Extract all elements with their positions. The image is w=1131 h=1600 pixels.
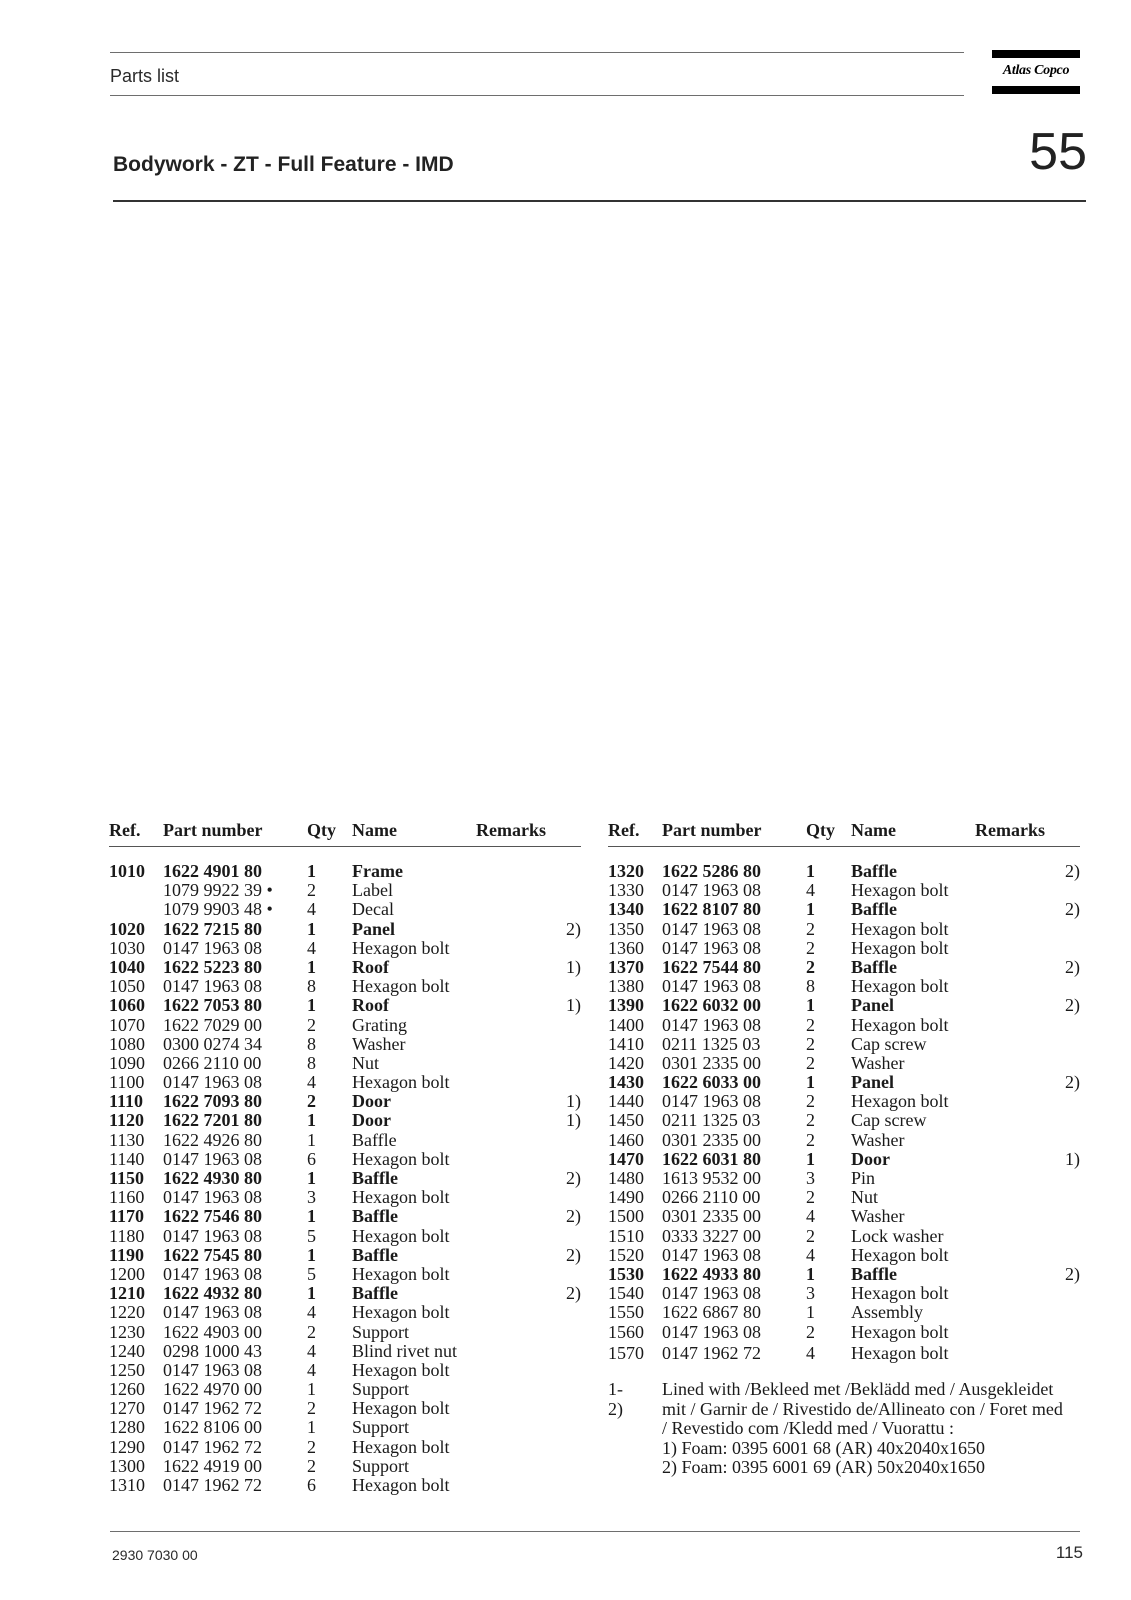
part-number: 0147 1963 08 (163, 1225, 262, 1246)
footnote-line: 1) Foam: 0395 6001 68 (AR) 40x2040x1650 (662, 1437, 985, 1458)
part-number: 0266 2110 00 (662, 1187, 761, 1208)
part-number: 0333 3227 00 (662, 1225, 761, 1246)
part-number: 0147 1963 08 (662, 1283, 761, 1304)
part-number: 1079 9922 39 • (163, 880, 273, 901)
part-name: Panel (851, 995, 894, 1016)
part-qty: 2 (806, 1225, 815, 1246)
part-ref: 1100 (109, 1072, 145, 1093)
part-name: Support (352, 1417, 410, 1438)
part-number: 0147 1963 08 (662, 918, 761, 939)
part-name: Hexagon bolt (851, 1321, 949, 1342)
part-remark: 2) (566, 918, 581, 939)
part-name: Baffle (851, 899, 897, 920)
part-qty: 5 (307, 1225, 316, 1246)
part-name: Hexagon bolt (352, 1148, 450, 1169)
part-name: Hexagon bolt (851, 880, 949, 901)
part-qty: 1 (307, 956, 316, 977)
part-name: Panel (851, 1072, 894, 1093)
part-qty: 1 (307, 861, 316, 881)
footnote-line: / Revestido com /Kledd med / Vuorattu : (662, 1418, 955, 1438)
part-ref: 1280 (109, 1417, 145, 1438)
part-number: 1622 4903 00 (163, 1321, 262, 1342)
part-remark: 2) (1065, 956, 1080, 977)
part-qty: 2 (307, 1321, 316, 1342)
part-name: Assembly (851, 1302, 923, 1323)
part-number: 0147 1963 08 (163, 1187, 262, 1208)
part-ref: 1240 (109, 1340, 145, 1361)
part-qty: 2 (806, 937, 815, 958)
part-ref: 1090 (109, 1052, 145, 1073)
part-qty: 4 (307, 1359, 316, 1380)
part-qty: 1 (307, 1129, 316, 1150)
part-name: Support (352, 1455, 410, 1476)
part-ref: 1060 (109, 995, 145, 1016)
part-qty: 3 (806, 1283, 815, 1304)
part-number: 0147 1963 08 (662, 976, 761, 997)
part-qty: 4 (307, 1302, 316, 1323)
part-number: 1622 4933 80 (662, 1263, 761, 1284)
part-qty: 4 (307, 1340, 316, 1361)
header-rule (109, 846, 581, 847)
part-qty: 1 (806, 1302, 815, 1323)
part-number: 0301 2335 00 (662, 1129, 761, 1150)
part-ref: 1500 (608, 1206, 644, 1227)
part-name: Hexagon bolt (851, 1014, 949, 1035)
part-number: 1622 4901 80 (163, 861, 262, 881)
part-qty: 1 (307, 1168, 316, 1188)
part-ref: 1570 (608, 1342, 644, 1363)
part-qty: 2 (307, 1014, 316, 1035)
part-number: 0147 1963 08 (662, 880, 761, 901)
part-ref: 1550 (608, 1302, 644, 1323)
part-number: 0298 1000 43 (163, 1340, 262, 1361)
part-name: Baffle (352, 1283, 398, 1304)
part-qty: 1 (307, 1283, 316, 1304)
part-number: 1622 7029 00 (163, 1014, 262, 1035)
part-ref: 1390 (608, 995, 644, 1016)
part-qty: 4 (806, 880, 815, 901)
part-number: 0147 1962 72 (163, 1398, 262, 1419)
part-number: 0147 1963 08 (163, 1148, 262, 1169)
part-number: 0300 0274 34 (163, 1033, 262, 1054)
part-ref: 1340 (608, 899, 644, 920)
part-qty: 4 (806, 1342, 815, 1363)
part-remark: 2) (1065, 1072, 1080, 1093)
part-number: 1622 7201 80 (163, 1110, 262, 1131)
col-header-part-number: Part number (163, 820, 263, 840)
part-qty: 4 (307, 1072, 316, 1093)
part-name: Hexagon bolt (352, 1225, 450, 1246)
part-qty: 8 (307, 976, 316, 997)
part-ref: 1130 (109, 1129, 145, 1150)
part-qty: 2 (806, 956, 815, 977)
part-name: Decal (352, 899, 394, 920)
part-name: Hexagon bolt (352, 1359, 450, 1380)
part-name: Hexagon bolt (851, 1091, 949, 1112)
part-name: Cap screw (851, 1033, 927, 1054)
part-number: 0147 1963 08 (163, 937, 262, 958)
part-remark: 2) (566, 1168, 581, 1188)
col-header-ref: Ref. (109, 820, 141, 840)
part-qty: 5 (307, 1263, 316, 1284)
part-name: Baffle (352, 1244, 398, 1265)
part-number: 0211 1325 03 (662, 1033, 761, 1054)
part-name: Hexagon bolt (851, 1342, 949, 1363)
part-qty: 8 (806, 976, 815, 997)
part-remark: 2) (1065, 861, 1080, 881)
part-name: Door (352, 1110, 391, 1131)
part-number: 1622 7544 80 (662, 956, 761, 977)
part-ref: 1020 (109, 918, 145, 939)
part-qty: 2 (806, 1014, 815, 1035)
part-ref: 1400 (608, 1014, 644, 1035)
part-ref: 1210 (109, 1283, 145, 1304)
footnote-ref: 1-2) (608, 1379, 623, 1419)
part-qty: 1 (806, 1072, 815, 1093)
part-ref: 1300 (109, 1455, 145, 1476)
part-ref: 1180 (109, 1225, 145, 1246)
part-number: 0147 1963 08 (662, 937, 761, 958)
part-qty: 1 (307, 1417, 316, 1438)
part-name: Hexagon bolt (851, 918, 949, 939)
part-qty: 1 (806, 861, 815, 881)
part-name: Roof (352, 995, 389, 1016)
part-name: Frame (352, 861, 403, 881)
part-ref: 1530 (608, 1263, 644, 1284)
part-ref: 1080 (109, 1033, 145, 1054)
part-ref: 1520 (608, 1244, 644, 1265)
header-top-rule (110, 52, 964, 53)
part-name: Nut (352, 1052, 379, 1073)
part-name: Nut (851, 1187, 878, 1208)
part-name: Hexagon bolt (352, 1263, 450, 1284)
part-name: Washer (352, 1033, 406, 1054)
part-ref: 1410 (608, 1033, 644, 1054)
part-ref: 1540 (608, 1283, 644, 1304)
part-name: Cap screw (851, 1110, 927, 1131)
part-qty: 1 (307, 995, 316, 1016)
part-name: Baffle (352, 1206, 398, 1227)
part-number: 1622 4930 80 (163, 1168, 262, 1188)
part-number: 0147 1963 08 (163, 976, 262, 997)
part-number: 0301 2335 00 (662, 1206, 761, 1227)
part-remark: 1) (566, 995, 581, 1016)
part-number: 0147 1963 08 (662, 1014, 761, 1035)
atlas-copco-logo (992, 50, 1080, 94)
part-qty: 8 (307, 1052, 316, 1073)
part-qty: 3 (307, 1187, 316, 1208)
part-ref: 1420 (608, 1052, 644, 1073)
part-name: Door (851, 1148, 890, 1169)
part-qty: 2 (307, 1455, 316, 1476)
part-qty: 1 (307, 1244, 316, 1265)
part-ref: 1380 (608, 976, 644, 997)
part-number: 0147 1962 72 (163, 1436, 262, 1457)
footnote-line: 2) Foam: 0395 6001 69 (AR) 50x2040x1650 (662, 1457, 985, 1477)
part-ref: 1480 (608, 1168, 644, 1188)
col-header-name: Name (352, 820, 397, 840)
part-name: Roof (352, 956, 389, 977)
part-number: 1613 9532 00 (662, 1168, 761, 1188)
part-ref: 1270 (109, 1398, 145, 1419)
part-name: Washer (851, 1206, 905, 1227)
document-number: 2930 7030 00 (112, 1547, 198, 1563)
part-ref: 1070 (109, 1014, 145, 1035)
part-number: 1622 7215 80 (163, 918, 262, 939)
header-rule (608, 846, 1080, 847)
part-qty: 2 (806, 1033, 815, 1054)
part-name: Lock washer (851, 1225, 944, 1246)
part-qty: 2 (806, 1321, 815, 1342)
col-header-ref: Ref. (608, 820, 640, 840)
part-name: Hexagon bolt (352, 1302, 450, 1323)
part-ref: 1330 (608, 880, 644, 901)
part-qty: 1 (806, 1263, 815, 1284)
part-qty: 1 (806, 899, 815, 920)
footer-rule (110, 1531, 1080, 1532)
part-qty: 2 (806, 1129, 815, 1150)
part-ref: 1450 (608, 1110, 644, 1131)
part-qty: 2 (307, 880, 316, 901)
col-header-part-number: Part number (662, 820, 762, 840)
part-number: 1622 6867 80 (662, 1302, 761, 1323)
part-remark: 2) (566, 1283, 581, 1304)
part-ref: 1010 (109, 861, 145, 881)
part-remark: 2) (1065, 995, 1080, 1016)
part-qty: 2 (806, 1187, 815, 1208)
part-ref: 1230 (109, 1321, 145, 1342)
part-number: 1622 5223 80 (163, 956, 262, 977)
part-name: Support (352, 1321, 410, 1342)
footnote-line: mit / Garnir de / Rivestido de/Allineato con / Foret med (662, 1398, 1063, 1419)
part-ref: 1140 (109, 1148, 145, 1169)
part-qty: 2 (806, 918, 815, 939)
part-ref: 1290 (109, 1436, 145, 1457)
part-ref: 1030 (109, 937, 145, 958)
part-ref: 1200 (109, 1263, 145, 1284)
part-name: Label (352, 880, 393, 901)
col-header-qty: Qty (307, 820, 336, 840)
part-ref: 1440 (608, 1091, 644, 1112)
part-ref: 1320 (608, 861, 644, 881)
part-qty: 2 (806, 1091, 815, 1112)
part-qty: 4 (307, 899, 316, 920)
part-ref: 1170 (109, 1206, 145, 1227)
part-number: 0266 2110 00 (163, 1052, 262, 1073)
part-number: 1622 6033 00 (662, 1072, 761, 1093)
part-qty: 6 (307, 1148, 316, 1169)
part-name: Baffle (851, 956, 897, 977)
part-name: Hexagon bolt (352, 976, 450, 997)
part-number: 1622 4919 00 (163, 1455, 262, 1476)
part-ref: 1190 (109, 1244, 145, 1265)
part-ref: 1110 (109, 1091, 144, 1112)
part-qty: 2 (307, 1398, 316, 1419)
header-label: Parts list (110, 66, 180, 86)
part-qty: 1 (806, 995, 815, 1016)
part-ref: 1310 (109, 1475, 145, 1495)
part-name: Baffle (851, 1263, 897, 1284)
part-name: Hexagon bolt (352, 1072, 450, 1093)
part-ref: 1510 (608, 1225, 644, 1246)
part-remark: 2) (566, 1244, 581, 1265)
part-ref: 1050 (109, 976, 145, 997)
part-qty: 6 (307, 1475, 316, 1495)
part-name: Panel (352, 918, 395, 939)
part-ref: 1040 (109, 956, 145, 977)
col-header-qty: Qty (806, 820, 835, 840)
part-number: 0301 2335 00 (662, 1052, 761, 1073)
part-name: Baffle (352, 1168, 398, 1188)
part-ref: 1150 (109, 1168, 145, 1188)
part-number: 0147 1963 08 (163, 1072, 262, 1093)
part-number: 0147 1962 72 (163, 1475, 262, 1495)
part-ref: 1460 (608, 1129, 644, 1150)
part-qty: 1 (307, 1206, 316, 1227)
part-ref: 1560 (608, 1321, 644, 1342)
part-qty: 2 (307, 1091, 316, 1112)
part-number: 1622 7546 80 (163, 1206, 262, 1227)
part-name: Washer (851, 1129, 905, 1150)
col-header-remarks: Remarks (476, 820, 546, 840)
part-remark: 1) (566, 956, 581, 977)
part-ref: 1260 (109, 1379, 145, 1400)
col-header-remarks: Remarks (975, 820, 1045, 840)
part-ref: 1220 (109, 1302, 145, 1323)
part-remark: 2) (1065, 899, 1080, 920)
header-bottom-rule (110, 95, 964, 96)
part-qty: 4 (806, 1244, 815, 1265)
part-remark: 1) (1065, 1148, 1080, 1169)
part-ref: 1430 (608, 1072, 644, 1093)
part-number: 0147 1963 08 (163, 1302, 262, 1323)
part-number: 0147 1963 08 (662, 1321, 761, 1342)
part-qty: 4 (806, 1206, 815, 1227)
part-name: Hexagon bolt (352, 1475, 450, 1495)
part-qty: 1 (307, 918, 316, 939)
part-number: 1622 5286 80 (662, 861, 761, 881)
part-qty: 2 (806, 1052, 815, 1073)
part-name: Washer (851, 1052, 905, 1073)
col-header-name: Name (851, 820, 896, 840)
part-ref: 1250 (109, 1359, 145, 1380)
part-number: 1622 7545 80 (163, 1244, 262, 1265)
part-name: Baffle (352, 1129, 397, 1150)
part-qty: 8 (307, 1033, 316, 1054)
footnote-line: Lined with /Bekleed met /Beklädd med / Ausgekleidet (662, 1379, 1054, 1399)
part-ref: 1370 (608, 956, 644, 977)
section-number: 55 (1029, 123, 1087, 181)
part-number: 0147 1962 72 (662, 1342, 761, 1363)
part-name: Hexagon bolt (352, 1436, 450, 1457)
footnote-body (662, 1380, 1092, 1478)
part-name: Support (352, 1379, 410, 1400)
part-qty: 2 (806, 1110, 815, 1131)
part-name: Hexagon bolt (851, 1244, 949, 1265)
part-remark: 1) (566, 1091, 581, 1112)
part-ref: 1350 (608, 918, 644, 939)
part-number: 1622 4926 80 (163, 1129, 262, 1150)
part-ref: 1120 (109, 1110, 145, 1131)
logo-text: Atlas Copco (1002, 63, 1070, 78)
part-remark: 2) (566, 1206, 581, 1227)
part-name: Hexagon bolt (851, 1283, 949, 1304)
page-title: Bodywork - ZT - Full Feature - IMD (113, 153, 454, 176)
part-number: 0147 1963 08 (662, 1091, 761, 1112)
part-remark: 1) (566, 1110, 581, 1131)
part-number: 1622 7093 80 (163, 1091, 262, 1112)
part-number: 1622 8106 00 (163, 1417, 262, 1438)
part-number: 0147 1963 08 (163, 1263, 262, 1284)
part-number: 1622 7053 80 (163, 995, 262, 1016)
part-name: Hexagon bolt (851, 976, 949, 997)
part-name: Grating (352, 1014, 407, 1035)
part-qty: 1 (307, 1379, 316, 1400)
part-qty: 2 (307, 1436, 316, 1457)
part-name: Hexagon bolt (352, 1187, 450, 1208)
part-name: Hexagon bolt (851, 937, 949, 958)
part-number: 1622 6031 80 (662, 1148, 761, 1169)
part-ref: 1160 (109, 1187, 145, 1208)
part-number: 1622 6032 00 (662, 995, 761, 1016)
part-number: 1079 9903 48 • (163, 899, 273, 920)
part-number: 1622 4970 00 (163, 1379, 262, 1400)
part-number: 0211 1325 03 (662, 1110, 761, 1131)
title-rule (113, 200, 1086, 202)
part-name: Hexagon bolt (352, 1398, 450, 1419)
part-remark: 2) (1065, 1263, 1080, 1284)
part-ref: 1360 (608, 937, 644, 958)
part-number: 1622 8107 80 (662, 899, 761, 920)
part-qty: 1 (307, 1110, 316, 1131)
part-number: 0147 1963 08 (662, 1244, 761, 1265)
part-name: Door (352, 1091, 391, 1112)
part-qty: 3 (806, 1168, 815, 1188)
part-ref: 1490 (608, 1187, 644, 1208)
part-number: 0147 1963 08 (163, 1359, 262, 1380)
part-qty: 4 (307, 937, 316, 958)
part-name: Blind rivet nut (352, 1340, 457, 1361)
part-name: Baffle (851, 861, 897, 881)
part-qty: 1 (806, 1148, 815, 1169)
part-ref: 1470 (608, 1148, 644, 1169)
part-name: Hexagon bolt (352, 937, 450, 958)
page-number: 115 (1055, 1543, 1083, 1562)
part-name: Pin (851, 1168, 876, 1188)
part-number: 1622 4932 80 (163, 1283, 262, 1304)
